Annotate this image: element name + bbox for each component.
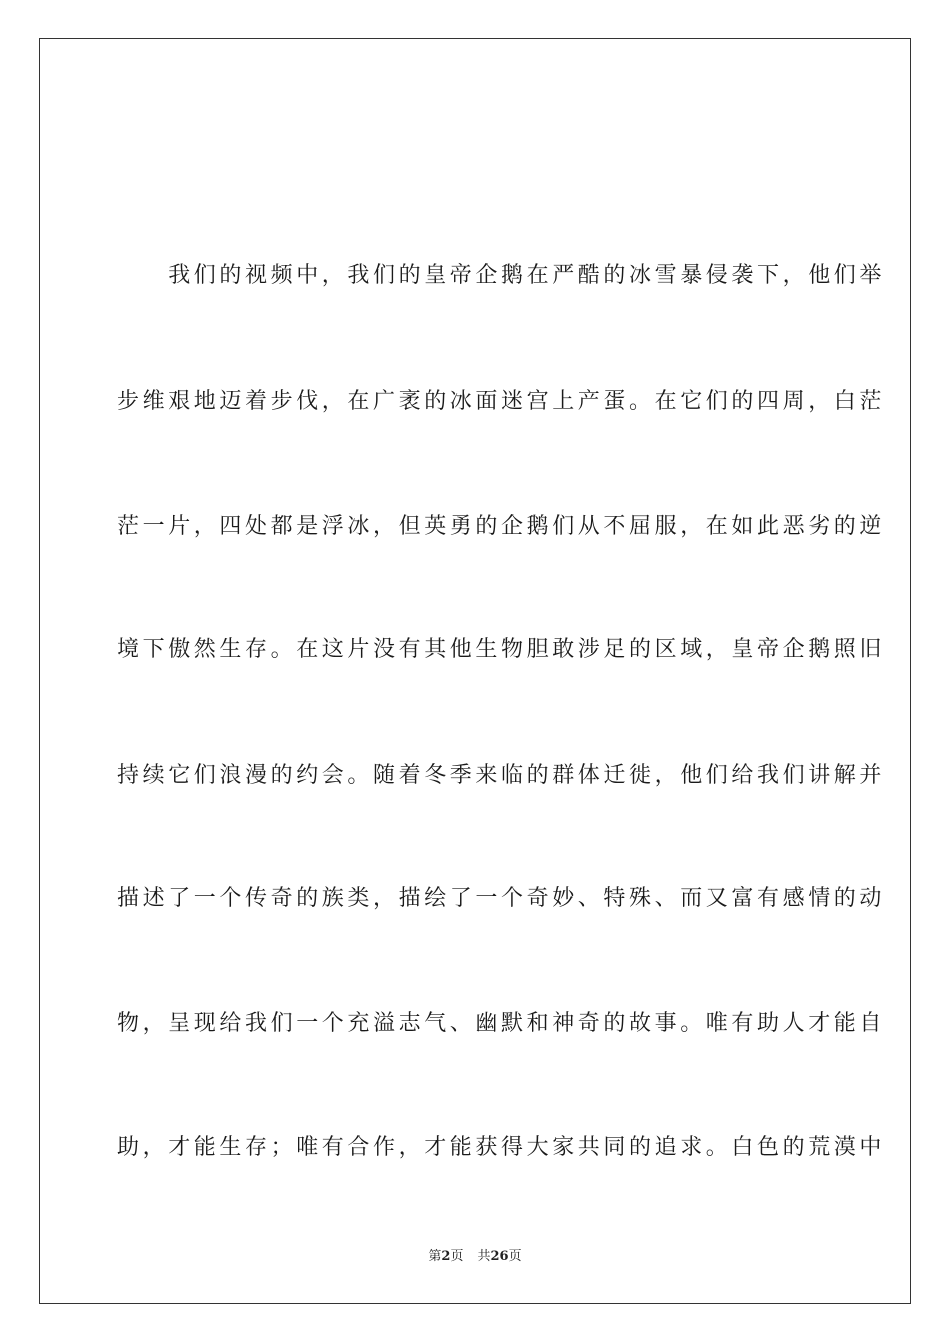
page-total-label: 共26页	[477, 1249, 522, 1264]
body-text-line: 步维艰地迈着步伐，在广袤的冰面迷宫上产蛋。在它们的四周，白茫	[117, 389, 886, 414]
body-text-line: 助，才能生存；唯有合作，才能获得大家共同的追求。白色的荒漠中	[117, 1135, 886, 1160]
body-text-line: 描述了一个传奇的族类，描绘了一个奇妙、特殊、而又富有感情的动	[117, 886, 886, 911]
page-footer	[0, 1249, 950, 1265]
body-text-line: 我们的视频中，我们的皇帝企鹅在严酷的冰雪暴侵袭下，他们举	[117, 263, 886, 288]
page-number-label: 第2页	[428, 1249, 464, 1264]
page-border	[39, 38, 911, 1304]
body-text-line: 持续它们浪漫的约会。随着冬季来临的群体迁徙，他们给我们讲解并	[117, 763, 886, 788]
body-text-line: 境下傲然生存。在这片没有其他生物胆敢涉足的区域，皇帝企鹅照旧	[117, 637, 886, 662]
page-number: 2	[441, 1249, 451, 1264]
body-text-line: 物，呈现给我们一个充溢志气、幽默和神奇的故事。唯有助人才能自	[117, 1011, 886, 1036]
body-text-line: 茫一片，四处都是浮冰，但英勇的企鹅们从不屈服，在如此恶劣的逆	[117, 514, 886, 539]
page-total: 26	[490, 1249, 509, 1264]
